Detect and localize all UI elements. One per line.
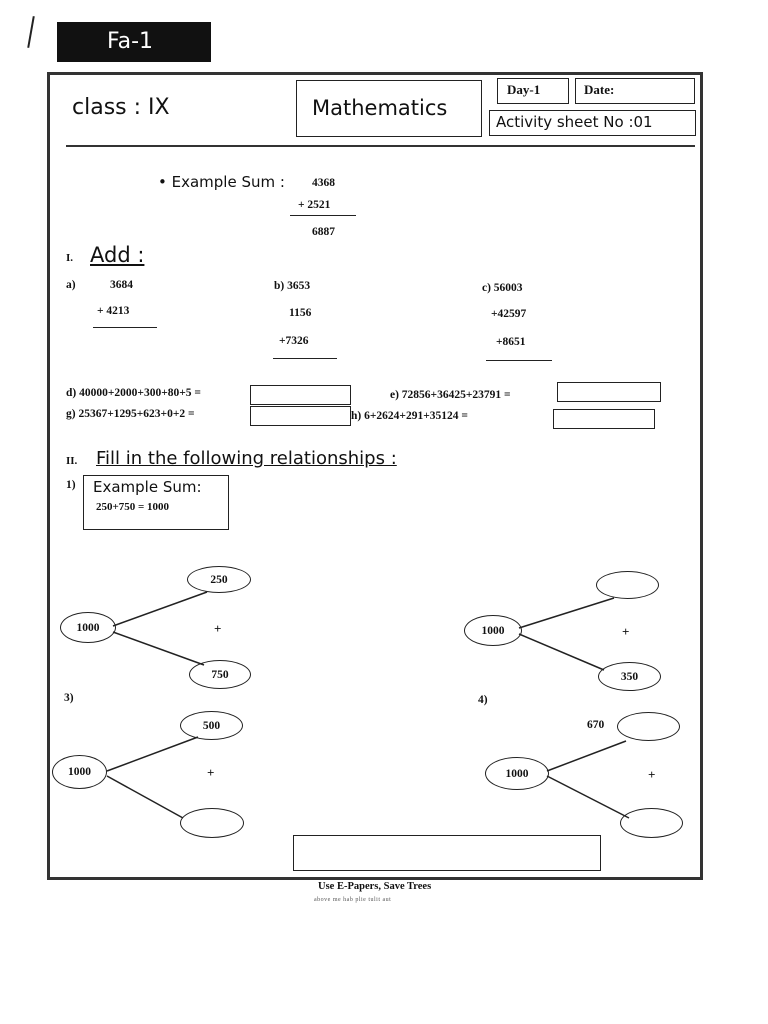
- date-label: Date:: [584, 82, 615, 97]
- tree-4-top-answer-node[interactable]: [617, 712, 680, 741]
- tree-1-bottom-node: 750: [189, 660, 251, 689]
- blank-footer-box: [293, 835, 601, 871]
- example-sum-title: Example Sum:: [93, 478, 202, 496]
- tree-2-root-node: 1000: [464, 615, 522, 646]
- tree-2-operator: +: [622, 624, 630, 639]
- problem-g: g) 25367+1295+623+0+2 =: [66, 408, 195, 420]
- problem-b-number-3: +7326: [279, 335, 309, 347]
- tree-2-bottom-node: 350: [598, 662, 661, 691]
- example-label: • Example Sum :: [158, 173, 285, 191]
- problem-d: d) 40000+2000+300+80+5 =: [66, 387, 201, 399]
- tree-4-root-node: 1000: [485, 757, 549, 790]
- tree-4-operator: +: [648, 767, 656, 782]
- problem-a-label: a): [66, 279, 76, 291]
- tree-3-operator: +: [207, 765, 215, 780]
- tree-4-top-value: 670: [587, 719, 605, 731]
- problem-c-number-3: +8651: [496, 336, 526, 348]
- subject-title: Mathematics: [312, 96, 448, 120]
- problem-h: h) 6+2624+291+35124 =: [351, 410, 468, 422]
- tree-1-root-node: 1000: [60, 612, 116, 643]
- section-2-numeral: II.: [66, 455, 78, 467]
- item-1-label: 1): [66, 479, 76, 491]
- assessment-tag: Fa-1: [57, 22, 211, 62]
- tree-4-bottom-answer-node[interactable]: [620, 808, 683, 838]
- example-addend-2: + 2521: [298, 199, 331, 211]
- item-3-label: 3): [64, 692, 74, 704]
- tree-3-top-node: 500: [180, 711, 243, 740]
- tree-3-bottom-answer-node[interactable]: [180, 808, 244, 838]
- example-result: 6887: [312, 226, 335, 238]
- section-1-title: Add :: [90, 243, 145, 267]
- problem-a-number-2: + 4213: [97, 305, 130, 317]
- day-label: Day-1: [507, 82, 541, 97]
- item-4-label: 4): [478, 694, 488, 706]
- problem-c-number-2: +42597: [491, 308, 527, 320]
- footer-subtext: above me hab plie tulit aut: [314, 897, 392, 903]
- problem-b-label: b) 3653: [274, 280, 311, 292]
- tree-3-root-node: 1000: [52, 755, 107, 789]
- problem-a-number-1: 3684: [110, 279, 133, 291]
- example-sum-equation: 250+750 = 1000: [96, 501, 170, 513]
- example-addend-1: 4368: [312, 177, 335, 189]
- problem-b-number-2: 1156: [289, 307, 312, 319]
- problem-c-label: c) 56003: [482, 282, 523, 294]
- tree-1-top-node: 250: [187, 566, 251, 593]
- section-1-numeral: I.: [66, 252, 74, 264]
- problem-e: e) 72856+36425+23791 =: [390, 389, 511, 401]
- tree-2-top-answer-node[interactable]: [596, 571, 659, 599]
- section-2-title: Fill in the following relationships :: [96, 448, 397, 469]
- tree-1-operator: +: [214, 621, 222, 636]
- class-label: class : IX: [72, 95, 170, 120]
- footer-slogan: Use E-Papers, Save Trees: [318, 881, 432, 892]
- activity-label: Activity sheet No :01: [496, 113, 653, 131]
